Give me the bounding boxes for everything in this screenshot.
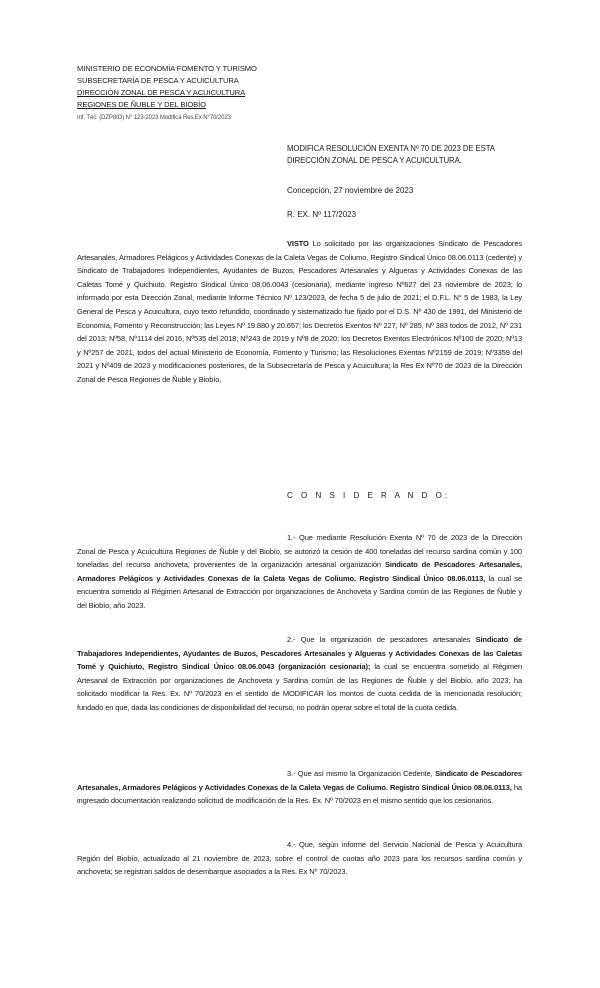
visto-text: Lo solicitado por las organizaciones Sindicato de Pescadores Artesanales, Armadores Pelágicos y Actividades Conexas de la Caleta Vegas de Coliumo. Registro Sindical Único 08.06.0113 (cedente) y Sindicato de Trabajadores Independientes, Ayudantes de Buzos, Pescadores Artesanales y Algueras y Actividades Conexas de las Caletas Tomé y Quichiuto. Registro Sindical Único 08.06.0043 (cesionaria), mediante ingreso Nº627 del 23 noviembre de 2023; lo informado por esta Dirección Zonal, mediante Informe Técnico Nº 123/2023, de fecha 5 de julio de 2021; el D.F.L. N° 5 de 1983, la Ley General de Pesca y Acuicultura, cuyo texto refundido, coordinado y sistematizado fue fijado por el D.S. Nº 430 de 1991, del Ministerio de Economía, Fomento y Reconstrucción; las Leyes Nº 19.880 y 20.657; los Decretos Exentos Nº 227, Nº 285, Nº 383 todos de 2012, Nº 231 del 2013; Nº58, Nº1114 del 2016, Nº535 del 2018; Nº243 de 2019 y Nº8 de 2020; los Decretos Exentos Electrónicos Nº100 de 2020; Nº13 y Nº257 de 2021, todos del actual Ministerio de Economía, Fomento y Turismo; las Resoluciones Exentas Nº2159 de 2019; Nº3359 del 2021 y Nº409 de 2023 y modificaciones posteriores, de la Subsecretaría de Pesca y Acuicultura; la Res Ex Nº70 de 2023 de la Dirección Zonal de Pesca Regiones de Ñuble y Biobío, <box>77 239 522 384</box>
zonal-direction-name: DIRECCIÓN ZONAL DE PESCA Y ACUICULTURA <box>77 88 246 97</box>
resolution-date: Concepción, 27 noviembre de 2023 <box>287 186 414 195</box>
considerando-paragraph-3: 3.- Que así mismo la Organización Cedente, Sindicato de Pescadores Artesanales, Armadores Pelágicos y Actividades Conexas de la Caleta Vegas de Coliumo. Registro Sindical Único 08.06.0113, ha ingresado documentación realizando solicitud de modificación de la Res. Ex. Nº 70/2023 en el mismo sentido que los cesionarios. <box>77 769 522 806</box>
considerando-paragraph-1: 1.- Que mediante Resolución Exenta Nº 70 de 2023 de la Dirección Zonal de Pesca y Acuicultura Regiones de Ñuble y del Biobío, se autorizó la cesión de 400 toneladas del recurso sardina común y 100 toneladas del recurso anchoveta, provenientes de la organización artesanal organización Sindicato de Pescadores Artesanales, Armadores Pelágicos y Actividades Conexas de la Caleta Vegas de Coliumo. Registro Sindical Único 08.06.0113, la cual se encuentra sometido al Régimen Artesanal de Extracción por organizaciones de Anchoveta y Sardina común de las Regiones de Ñuble y del Biobío, año 2023. <box>77 533 523 610</box>
considerando-paragraph-2: 2.- Que la organización de pescadores artesanales Sindicato de Trabajadores Independientes, Ayudantes de Buzos, Pescadores Artesanales y Algueras y Actividades Conexas de las Caletas Tomé y Quichiuto, Registro Sindical Único 08.06.0043 (organización cesionaria); la cual se encuentra sometido al Régimen Artesanal de Extracción por organizaciones de Anchoveta y Sardina común de las Regiones de Ñuble y del Biobío, año 2023; ha solicitado modificar la Res. Ex. Nº 70/2023 en el sentido de MODIFICAR los montos de cuota cedida de la mencionada resolución; fundado en que, dada las condiciones de disponibilidad del recurso, no podrán operar sobre el total de la cuota cedida. <box>77 635 522 712</box>
considerando-paragraph-4: 4.- Que, según informe del Servicio Nacional de Pesca y Acuicultura Región del Biobío, actualizado al 21 noviembre de 2023, sobre el control de cuotas año 2023 para los recursos sardina común y anchoveta; se registran saldos de desembarque asociados a la Res. Ex Nº 70/2023. <box>77 840 522 877</box>
subsecretariat-name: SUBSECRETARÍA DE PESCA Y ACUICULTURA <box>77 76 239 85</box>
regions-name: REGIONES DE ÑUBLE Y DEL BIOBÍO <box>77 100 206 109</box>
resolution-title: MODIFICA RESOLUCIÓN EXENTA Nº 70 DE 2023 DE ESTA DIRECCIÓN ZONAL DE PESCA Y ACUICULTURA. <box>287 144 495 165</box>
visto-label: VISTO <box>287 239 309 248</box>
resolution-number: R. EX. Nº 117/2023 <box>287 210 357 219</box>
ministry-name: MINISTERIO DE ECONOMÍA FOMENTO Y TURISMO <box>77 64 257 73</box>
reference-line: Inf. Téc. (DZP8IO) N° 123-2023 Modifica Res.Ex N°70/2023 <box>77 115 231 121</box>
letterhead <box>77 63 337 123</box>
considerando-heading: C O N S I D E R A N D O: <box>287 491 451 500</box>
visto-paragraph <box>77 237 522 387</box>
